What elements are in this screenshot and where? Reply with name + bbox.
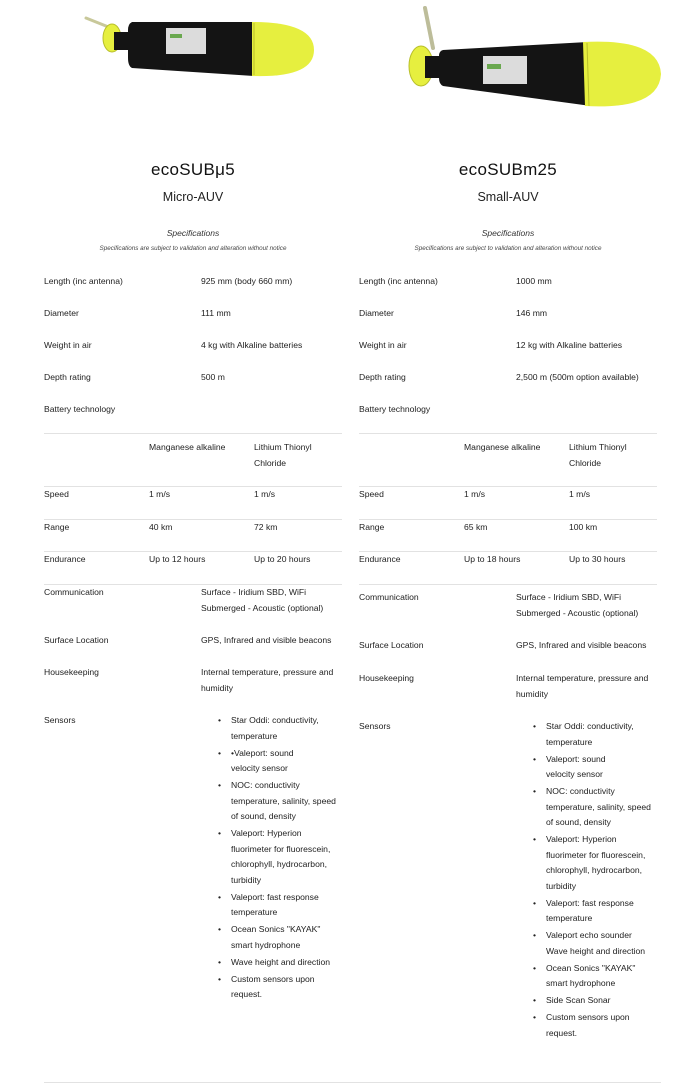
sensor-list-item: • Valeport: sound velocity sensor	[531, 752, 661, 783]
spec-label: Communication	[359, 592, 419, 602]
battery-header: Lithium Thionyl Chloride	[569, 442, 627, 468]
battery-row-value: 65 km	[464, 522, 488, 532]
battery-row-value: 1 m/s	[149, 489, 171, 499]
sensor-list-item: • NOC: conductivity temperature, salinity, speed of sound, density	[531, 784, 661, 831]
battery-row-value: 100 km	[569, 522, 598, 532]
sensor-list-item: • Wave height and direction	[216, 955, 346, 971]
spec-label: Depth rating	[359, 372, 406, 382]
sensor-list-item: • Valeport echo sounder Wave height and direction	[531, 928, 661, 959]
spec-label: Weight in air	[44, 340, 92, 350]
sensors-label: Sensors	[359, 721, 391, 731]
battery-row-label: Speed	[359, 489, 384, 499]
spec-label: Communication	[44, 587, 104, 597]
spec-label: Surface Location	[44, 635, 109, 645]
specifications-note: Specifications are subject to validation and alteration without notice	[414, 245, 602, 252]
table-divider	[359, 584, 657, 585]
product-title: ecoSUBμ5	[150, 160, 235, 179]
spec-value: 146 mm	[516, 308, 548, 318]
spec-value: 4 kg with Alkaline batteries	[201, 340, 303, 350]
spec-value: 12 kg with Alkaline batteries	[516, 340, 623, 350]
spec-label: Diameter	[44, 308, 79, 318]
battery-row-value: 72 km	[254, 522, 278, 532]
battery-row-label: Speed	[44, 489, 69, 499]
spec-label: Depth rating	[44, 372, 91, 382]
spec-label: Housekeeping	[44, 667, 99, 677]
battery-row-value: 40 km	[149, 522, 173, 532]
sensor-list-item: • Ocean Sonics "KAYAK" smart hydrophone	[216, 922, 346, 953]
spec-value: Internal temperature, pressure and humidity	[201, 667, 334, 693]
battery-row-label: Range	[44, 522, 70, 532]
spec-value: Surface - Iridium SBD, WiFi Submerged - Acoustic (optional)	[516, 592, 639, 618]
battery-row-value: 1 m/s	[569, 489, 591, 499]
specifications-note: Specifications are subject to validation and alteration without notice	[99, 245, 287, 252]
sensor-list-item: • Ocean Sonics "KAYAK" smart hydrophone	[531, 961, 661, 992]
battery-header: Manganese alkaline	[464, 442, 541, 452]
spec-value: 500 m	[201, 372, 225, 382]
spec-value: 2,500 m (500m option available)	[516, 372, 639, 382]
spec-value: 1000 mm	[516, 276, 552, 286]
spec-value: Surface - Iridium SBD, WiFi Submerged - Acoustic (optional)	[201, 587, 324, 613]
table-divider	[44, 433, 342, 434]
sensor-list	[531, 719, 661, 1043]
battery-row-label: Range	[359, 522, 385, 532]
battery-row-value: 1 m/s	[464, 489, 486, 499]
spec-value: GPS, Infrared and visible beacons	[516, 640, 647, 650]
spec-label: Weight in air	[359, 340, 407, 350]
battery-row-label: Endurance	[359, 554, 401, 564]
sensor-list-item: • Star Oddi: conductivity, temperature	[531, 719, 661, 750]
battery-row-value: Up to 12 hours	[149, 554, 206, 564]
battery-header: Lithium Thionyl Chloride	[254, 442, 312, 468]
battery-row-value: Up to 30 hours	[569, 554, 626, 564]
battery-header: Manganese alkaline	[149, 442, 226, 452]
sensor-list-item: • Valeport: fast response temperature	[216, 890, 346, 921]
sensor-list-item: • Custom sensors upon request.	[531, 1010, 661, 1041]
product-subtitle: Micro-AUV	[162, 190, 224, 204]
spec-value: 111 mm	[201, 308, 231, 318]
spec-label: Surface Location	[359, 640, 424, 650]
bottom-divider	[44, 1082, 661, 1083]
sensor-list-item: • •Valeport: sound velocity sensor	[216, 746, 346, 777]
sensor-list-item: • NOC: conductivity temperature, salinity, speed of sound, density	[216, 778, 346, 825]
spec-label: Length (inc antenna)	[44, 276, 123, 286]
sensor-list-item: • Custom sensors upon request.	[216, 972, 346, 1003]
battery-row-value: Up to 18 hours	[464, 554, 521, 564]
spec-label: Diameter	[359, 308, 394, 318]
sensor-list-item: • Side Scan Sonar	[531, 993, 661, 1009]
battery-row-label: Endurance	[44, 554, 86, 564]
sensor-list-item: • Star Oddi: conductivity, temperature	[216, 713, 346, 744]
auv-micro-illustration	[84, 8, 314, 88]
sensor-list-item: • Valeport: fast response temperature	[531, 896, 661, 927]
spec-label: Housekeeping	[359, 673, 414, 683]
battery-row-value: Up to 20 hours	[254, 554, 311, 564]
auv-image	[403, 2, 663, 114]
sensor-list-item: • Valeport: Hyperion fluorimeter for fluorescein, chlorophyll, hydrocarbon, turbidity	[531, 832, 661, 894]
sensors-label: Sensors	[44, 715, 76, 725]
product-subtitle: Small-AUV	[477, 190, 539, 204]
auv-image	[84, 8, 314, 88]
auv-small-illustration	[403, 2, 663, 114]
spec-value: Internal temperature, pressure and humidity	[516, 673, 649, 699]
sensor-list-item: • Valeport: Hyperion fluorimeter for fluorescein, chlorophyll, hydrocarbon, turbidity	[216, 826, 346, 888]
battery-row-value: 1 m/s	[254, 489, 276, 499]
sensor-list	[216, 713, 346, 1004]
spec-value: 925 mm (body 660 mm)	[201, 276, 293, 286]
spec-value: GPS, Infrared and visible beacons	[201, 635, 332, 645]
spec-label: Battery technology	[359, 404, 431, 414]
spec-label: Length (inc antenna)	[359, 276, 438, 286]
product-title: ecoSUBm25	[458, 160, 558, 179]
spec-label: Battery technology	[44, 404, 116, 414]
specifications-heading: Specifications	[481, 228, 535, 238]
table-divider	[359, 433, 657, 434]
specifications-heading: Specifications	[166, 228, 220, 238]
